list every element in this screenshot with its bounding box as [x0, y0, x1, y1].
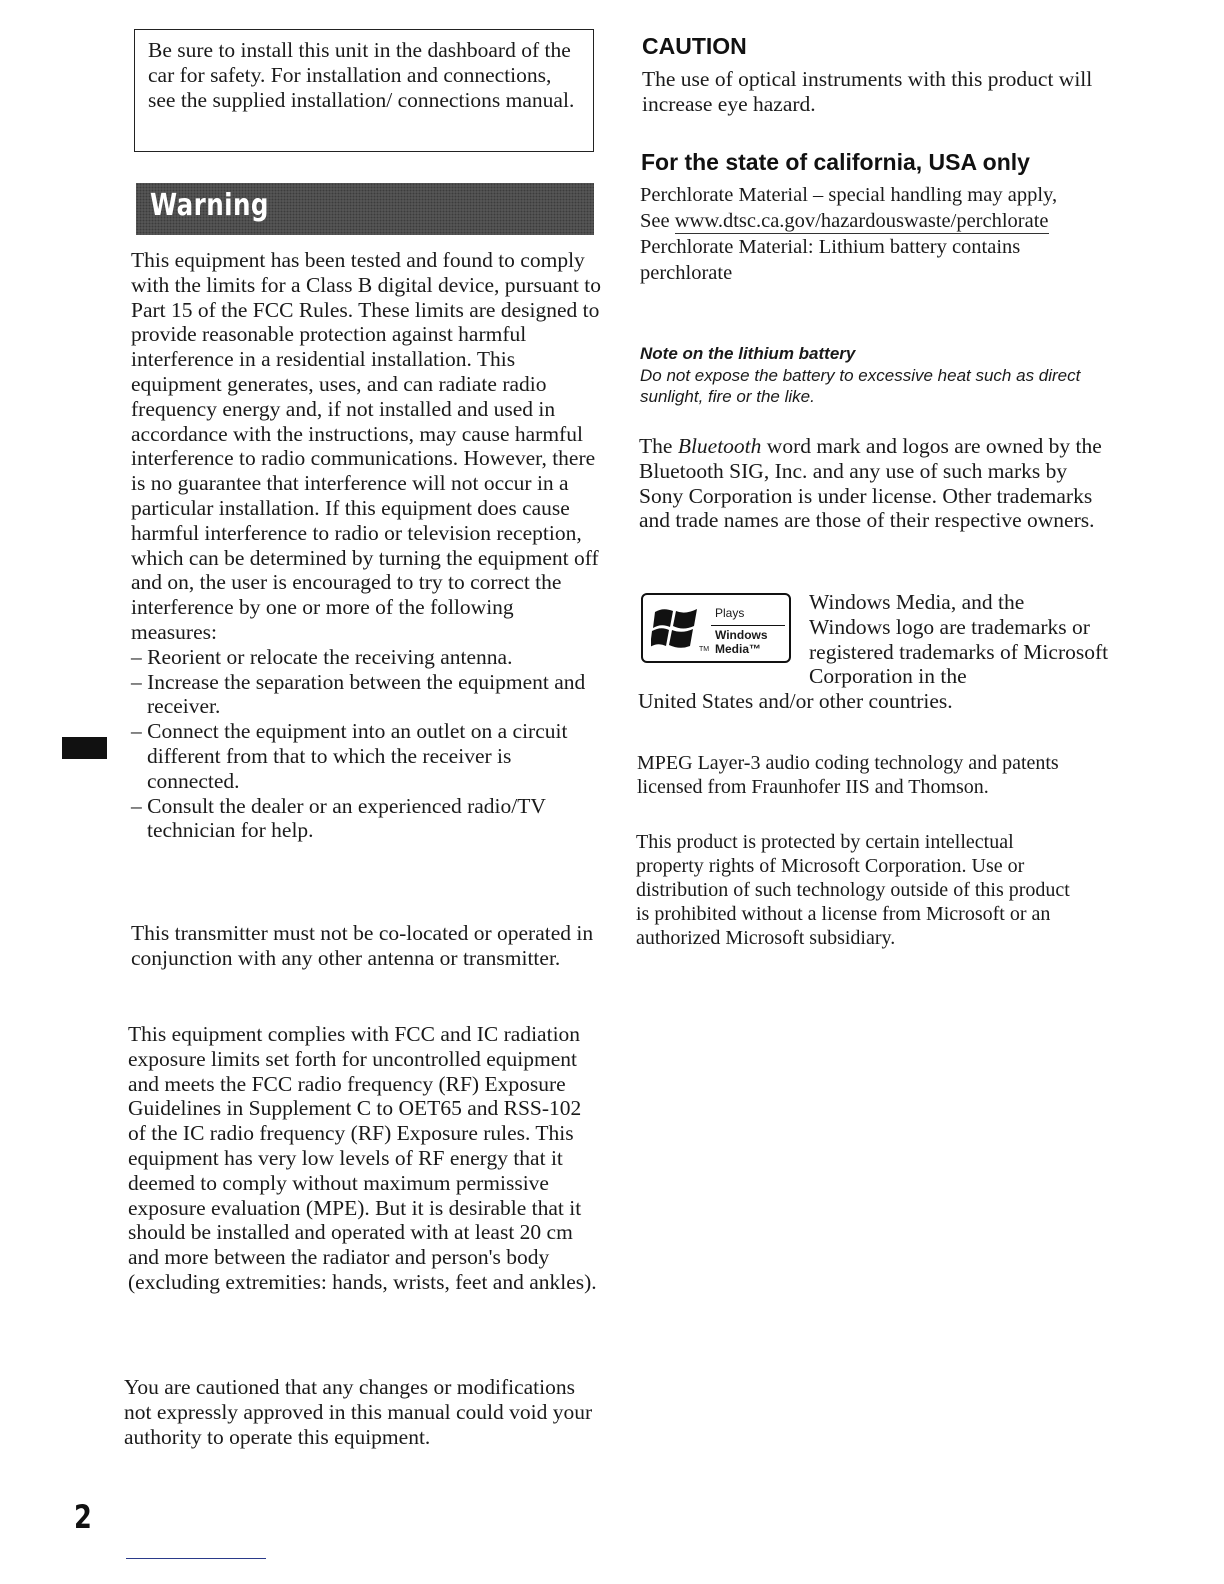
fcc-measures-list — [131, 645, 601, 843]
transmitter-paragraph: This transmitter must not be co-located or operated in conjunction with any other antenna or transmitter. — [131, 921, 594, 970]
california-heading: For the state of california, USA only — [641, 149, 1030, 175]
windows-media-logo — [641, 593, 791, 663]
perchlorate-url-link[interactable]: www.dtsc.ca.gov/hazardouswaste/perchlorate — [674, 210, 1049, 232]
install-notice-text: Be sure to install this unit in the dashboard of the car for safety. For installation and connections, see the supplied installation/ connections manual. — [148, 38, 575, 112]
logo-media-text: Media™ — [715, 642, 762, 656]
caution-text: The use of optical instruments with this product will increase eye hazard. — [642, 67, 1093, 116]
bluetooth-prefix: The — [639, 434, 678, 458]
install-notice-box — [134, 29, 594, 152]
caution-heading: CAUTION — [642, 33, 747, 59]
california-section — [640, 182, 1110, 286]
bluetooth-rest: word mark and logos are owned by the Bluetooth SIG, Inc. and any use of such marks by Sony Corporation is under license. Other trademarks and trade names are those of their respective owners. — [639, 434, 1102, 533]
microsoft-paragraph: This product is protected by certain intellectual property rights of Microsoft Corporation. Use or distribution of such technology outside of this product is prohibited without a license from Microsoft or an authorized Microsoft subsidiary. — [636, 831, 1070, 949]
perchlorate-line-1: Perchlorate Material – special handling may apply, — [640, 184, 1058, 206]
windows-flag-icon — [651, 604, 701, 654]
bluetooth-paragraph — [639, 434, 1109, 533]
footer-rule — [126, 1558, 266, 1559]
list-item: – Connect the equipment into an outlet on a circuit different from that to which the receiver is connected. — [131, 719, 568, 793]
perchlorate-line-3: Perchlorate Material: Lithium battery contains perchlorate — [640, 236, 1021, 284]
perchlorate-line-2 — [640, 208, 1110, 234]
lithium-heading: Note on the lithium battery — [640, 344, 856, 363]
changes-caution-paragraph: You are cautioned that any changes or modifications not expressly approved in this manual could void your authority to operate this equipment. — [124, 1375, 593, 1449]
list-item: – Increase the separation between the equipment and receiver. — [131, 669, 586, 719]
list-item: – Reorient or relocate the receiving antenna. — [131, 644, 513, 669]
lithium-text: Do not expose the battery to excessive heat such as direct sunlight, fire or the like. — [640, 365, 1081, 406]
warning-banner — [136, 183, 594, 235]
logo-windows-text: Windows — [715, 628, 768, 642]
section-tab-marker — [62, 737, 107, 759]
fcc-section — [131, 248, 601, 843]
fcc-paragraph: This equipment has been tested and found to comply with the limits for a Class B digital device, pursuant to Part 15 of the FCC Rules. These limits are designed to provide reasonable protection against harmful interference in a residential installation. This equipment generates, uses, and can radiate radio frequency energy and, if not installed and used in accordance with the instructions, may cause harmful interference to radio communications. However, there is no guarantee that interference will not occur in a particular installation. If this equipment does cause harmful interference to radio or television reception, which can be determined by turning the equipment off and on, the user is encouraged to try to correct the interference by one or more of the following measures: — [131, 248, 601, 644]
logo-tm-text: TM — [699, 646, 710, 653]
logo-plays-text: Plays — [715, 606, 745, 620]
list-item: – Consult the dealer or an experienced radio/TV technician for help. — [131, 793, 546, 843]
warning-title: Warning — [150, 188, 269, 223]
mpeg-paragraph: MPEG Layer-3 audio coding technology and patents licensed from Fraunhofer IIS and Thomson. — [637, 752, 1059, 798]
bluetooth-brand: Bluetooth — [677, 434, 762, 458]
page-number: 2 — [74, 1498, 92, 1536]
rf-exposure-paragraph: This equipment complies with FCC and IC radiation exposure limits set forth for uncontrolled equipment and meets the FCC radio frequency (RF) Exposure Guidelines in Supplement C to OET65 and RSS-102 of the IC radio frequency (RF) Exposure rules. This equipment has very low levels of RF energy that it deemed to comply without maximum permissive exposure evaluation (MPE). But it is desirable that it should be installed and operated with at least 20 cm and more between the radiator and person's body (excluding extremities: hands, wrists, feet and ankles). — [128, 1022, 597, 1294]
windows-media-text: Windows Media, and the Windows logo are trademarks or registered trademarks of Microsoft Corporation in the — [809, 590, 1109, 689]
lithium-note — [640, 343, 1110, 408]
windows-media-text-continued: United States and/or other countries. — [638, 689, 953, 713]
perchlorate-see: See — [640, 210, 675, 232]
logo-divider — [711, 625, 785, 626]
